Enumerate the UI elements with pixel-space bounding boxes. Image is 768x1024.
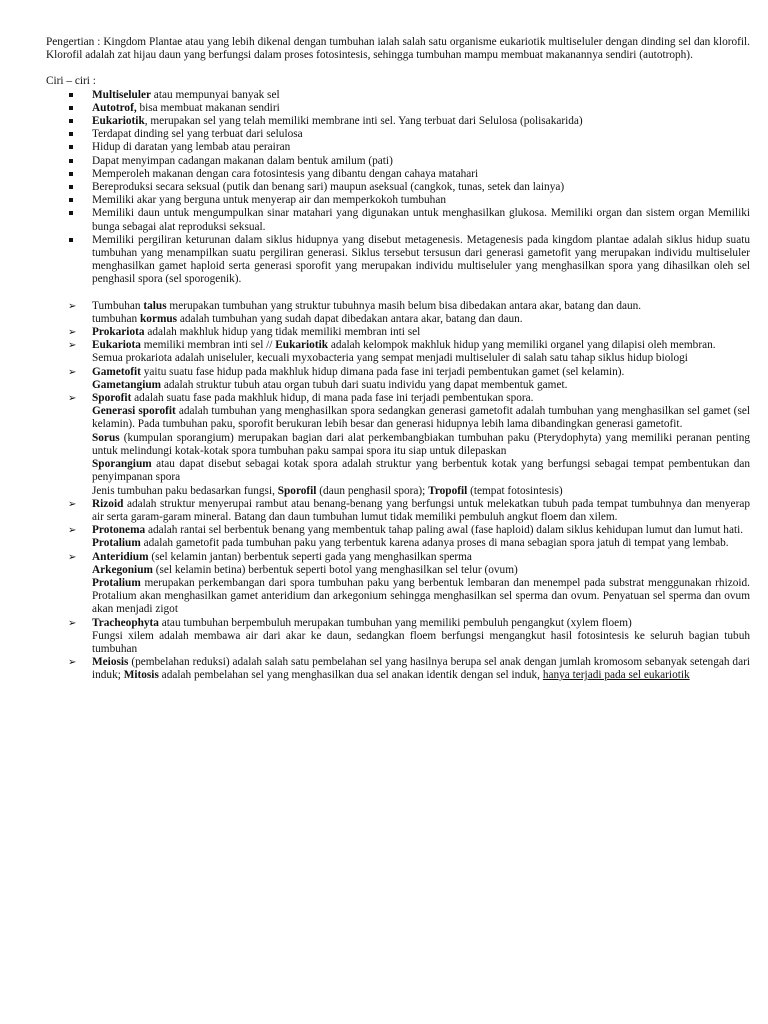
arrow-bullet-icon: ➢ (68, 498, 77, 510)
ciri-item: Autotrof, bisa membuat makanan sendiri (46, 102, 750, 115)
ciri-item: Memiliki pergiliran keturunan dalam siklus hidupnya yang disebut metagenesis. Metagenesis pada kingdom plantae adalah siklus hidup suatu tumbuhan yang menampilkan suatu pergiliran generasi. Siklus tersebut tersusun dari generasi gametofit yang merupakan individu multiseluler menghasilkan gamet haploid serta generasi sporofit yang merupakan individu multiseluler yang menghasilkan spora yang dihasilkan oleh sel penghasil spora (sel sporogenik). (46, 234, 750, 287)
ciri-item: Bereproduksi secara seksual (putik dan benang sari) maupun aseksual (cangkok, tunas, setek dan lainya) (46, 181, 750, 194)
term-prokariota: ➢ Prokariota adalah makhluk hidup yang tidak memiliki membran inti sel (68, 326, 421, 339)
term-eukariota: ➢ Eukariota memiliki membran inti sel // Eukariotik adalah kelompok makhluk hidup yang memiliki organel yang dilapisi oleh membran. Semua prokariota adalah uniseluler, kecuali myxobacteria yang sempat menjadi multiseluler di salah satu tahap siklus hidup biologi (46, 339, 750, 365)
intro-paragraph (46, 36, 750, 62)
ciri-item: Terdapat dinding sel yang terbuat dari selulosa (46, 128, 750, 141)
term-kormus: tumbuhan kormus adalah tumbuhan yang sudah dapat dibedakan antara akar, batang dan daun. (92, 312, 523, 325)
arrow-bullet-icon: ➢ (68, 617, 77, 629)
term-fungsi-xilem: Fungsi xilem adalah membawa air dari akar ke daun, sedangkan floem berfungsi mengangkut hasil fotosintesis ke seluruh bagian tubuh tumbuhan (92, 629, 750, 655)
intro-text: : Kingdom Plantae atau yang lebih dikenal dengan tumbuhan ialah salah satu organisme eukariotik multiseluler dengan dinding sel dan klorofil. Klorofil adalah zat hijau daun yang berfungsi dalam proses fotosintesis, sehingga tumbuhan mampu membuat makanannya sendiri (autotroph). (46, 36, 750, 62)
term-tracheophyta: ➢ Tracheophyta atau tumbuhan berpembuluh merupakan tumbuhan yang memiliki pembuluh pengangkut (xylem floem) Fungsi xilem adalah membawa air dari akar ke daun, sedangkan floem berfungsi mengangkut hasil fotosintesis ke seluruh bagian tubuh tumbuhan (68, 616, 750, 655)
arrow-bullet-icon: ➢ (68, 551, 77, 563)
intro-label: Pengertian (46, 36, 95, 48)
term-rizoid: ➢ Rizoid adalah struktur menyerupai rambut atau benang-benang yang berfungsi untuk melekatkan tubuh pada tempat tumbuhnya dan menyerap air serta garam-garam mineral. Batang dan daun tumbuhan lumut tidak memiliki pembuluh angkut floem dan xilem. (68, 497, 750, 523)
ciri-item: Memperoleh makanan dengan cara fotosintesis yang dibantu dengan cahaya matahari (46, 168, 750, 181)
term-jenis-paku: Jenis tumbuhan paku bedasarkan fungsi, Sporofil (daun penghasil spora); Tropofil (tempat fotosintesis) (92, 484, 563, 497)
term-semua-prokariota: Semua prokariota adalah uniseluler, kecuali myxobacteria yang sempat menjadi multiseluler di salah satu tahap siklus hidup biologi (92, 352, 688, 365)
arrow-bullet-icon: ➢ (68, 657, 77, 669)
ciri-item: Eukariotik, merupakan sel yang telah memiliki membrane inti sel. Yang terbuat dari Selulosa (polisakarida) (46, 115, 750, 128)
arrow-bullet-icon: ➢ (68, 393, 77, 405)
term-arkegonium: Arkegonium (sel kelamin betina) berbentuk seperti botol yang menghasilkan sel telur (ovum) (92, 563, 518, 576)
term-sporofit: ➢ Sporofit adalah suatu fase pada makhluk hidup, di mana pada fase ini terjadi pembentukan spora. Generasi sporofit adalah tumbuhan yang menghasilkan spora sedangkan generasi gametofit adalah tumbuhan yang menghasilkan sel gamet (sel kelamin). Pada tumbuhan paku, sporofit berukuran lebih besar dan generasi hidupnya lebih lama dibandingkan generasi gametofit. Sorus (kumpulan sporangium) merupakan bagian dari alat perkembangbiakan tumbuhan paku (Pterydophyta) yang memiliki peranan penting untuk melindungi kotak-kotak spora tumbuhan paku sampai spora itu siap untuk dilepaskan Sporangium atau dapat disebut sebagai kotak spora adalah struktur yang berbentuk kotak yang berfungsi sebagai tempat pembentukan dan penyimpanan spora Jenis tumbuhan paku bedasarkan fungsi, Sporofil (daun penghasil spora); Tropofil (tempat fotosintesis) (68, 392, 750, 497)
term-anteridium: ➢ Anteridium (sel kelamin jantan) berbentuk seperti gada yang menghasilkan sperma Arkegonium (sel kelamin betina) berbentuk seperti botol yang menghasilkan sel telur (ovum) Protalium merupakan perkembangan dari spora tumbuhan paku yang berbentuk lembaran dan menempel pada substrat menggunakan rhizoid. Protalium akan menghasilkan gamet anteridium dan arkegonium sehingga menghasilkan sel sperma dan ovum. Penyatuan sel sperma dan ovum akan menjadi zigot (68, 550, 750, 616)
arrow-bullet-icon: ➢ (68, 525, 77, 537)
ciri-item: Memiliki akar yang berguna untuk menyerap air dan memperkokoh tumbuhan (46, 194, 750, 207)
term-protonema: ➢ Protonema adalah rantai sel berbentuk benang yang membentuk tahap paling awal (fase haploid) dalam siklus kehidupan lumut dan lumut hati. Protalium adalah gametofit pada tumbuhan paku yang terbentuk karena adanya proses di mana sebagian spora jatuh di tempat yang lembab. (46, 524, 750, 550)
term-meiosis: ➢ Meiosis (pembelahan reduksi) adalah salah satu pembelahan sel yang hasilnya berupa sel anak dengan jumlah kromosom sebanyak setengah dari induk; Mitosis adalah pembelahan sel yang menghasilkan dua sel anakan identik dengan sel induk, hanya terjadi pada sel eukariotik (68, 656, 750, 682)
arrow-bullet-icon: ➢ (68, 340, 77, 352)
ciri-item: Memiliki daun untuk mengumpulkan sinar matahari yang digunakan untuk menghasilkan glukosa. Memiliki organ dan sistem organ Memiliki bunga sebagai alat reproduksi seksual. (46, 207, 750, 233)
ciri-heading: Ciri – ciri : (46, 75, 96, 88)
ciri-item: Dapat menyimpan cadangan makanan dalam bentuk amilum (pati) (46, 155, 750, 168)
term-generasi-sporofit: Generasi sporofit adalah tumbuhan yang menghasilkan spora sedangkan generasi gametofit adalah tumbuhan yang menghasilkan sel gamet (sel kelamin). Pada tumbuhan paku, sporofit berukuran lebih besar dan generasi hidupnya lebih lama dibandingkan generasi gametofit. (92, 405, 750, 431)
term-gametofit: ➢ Gametofit yaitu suatu fase hidup pada makhluk hidup dimana pada fase ini terjadi pembentukan gamet (sel kelamin). Gametangium adalah struktur tubuh atau organ tubuh dari suatu individu yang dapat membentuk gamet. (46, 366, 750, 392)
term-sporangium: Sporangium atau dapat disebut sebagai kotak spora adalah struktur yang berbentuk kotak yang berfungsi sebagai tempat pembentukan dan penyimpanan spora (92, 458, 750, 484)
underlined-note: hanya terjadi pada sel eukariotik (542, 669, 690, 682)
term-protalium: Protalium adalah gametofit pada tumbuhan paku yang terbentuk karena adanya proses di mana sebagian spora jatuh di tempat yang lembab. (92, 537, 729, 550)
ciri-item: Multiseluler atau mempunyai banyak sel (46, 89, 750, 102)
arrow-bullet-icon: ➢ (68, 327, 77, 339)
term-talus: ➢ Tumbuhan talus merupakan tumbuhan yang struktur tubuhnya masih belum bisa dibedakan antara akar, batang dan daun. tumbuhan kormus adalah tumbuhan yang sudah dapat dibedakan antara akar, batang dan daun. (46, 300, 750, 326)
terms-list (46, 300, 750, 683)
ciri-item: Hidup di daratan yang lembab atau perairan (46, 141, 750, 154)
arrow-bullet-icon: ➢ (68, 366, 77, 378)
arrow-bullet-icon: ➢ (68, 300, 77, 312)
term-sorus: Sorus (kumpulan sporangium) merupakan bagian dari alat perkembangbiakan tumbuhan paku (Pterydophyta) yang memiliki peranan penting untuk melindungi kotak-kotak spora tumbuhan paku sampai spora itu siap untuk dilepaskan (92, 431, 750, 457)
term-protalium-2: Protalium merupakan perkembangan dari spora tumbuhan paku yang berbentuk lembaran dan menempel pada substrat menggunakan rhizoid. Protalium akan menghasilkan gamet anteridium dan arkegonium sehingga menghasilkan sel sperma dan ovum. Penyatuan sel sperma dan ovum akan menjadi zigot (92, 576, 750, 616)
term-gametangium: Gametangium adalah struktur tubuh atau organ tubuh dari suatu individu yang dapat membentuk gamet. (92, 378, 568, 391)
ciri-list (46, 89, 750, 287)
